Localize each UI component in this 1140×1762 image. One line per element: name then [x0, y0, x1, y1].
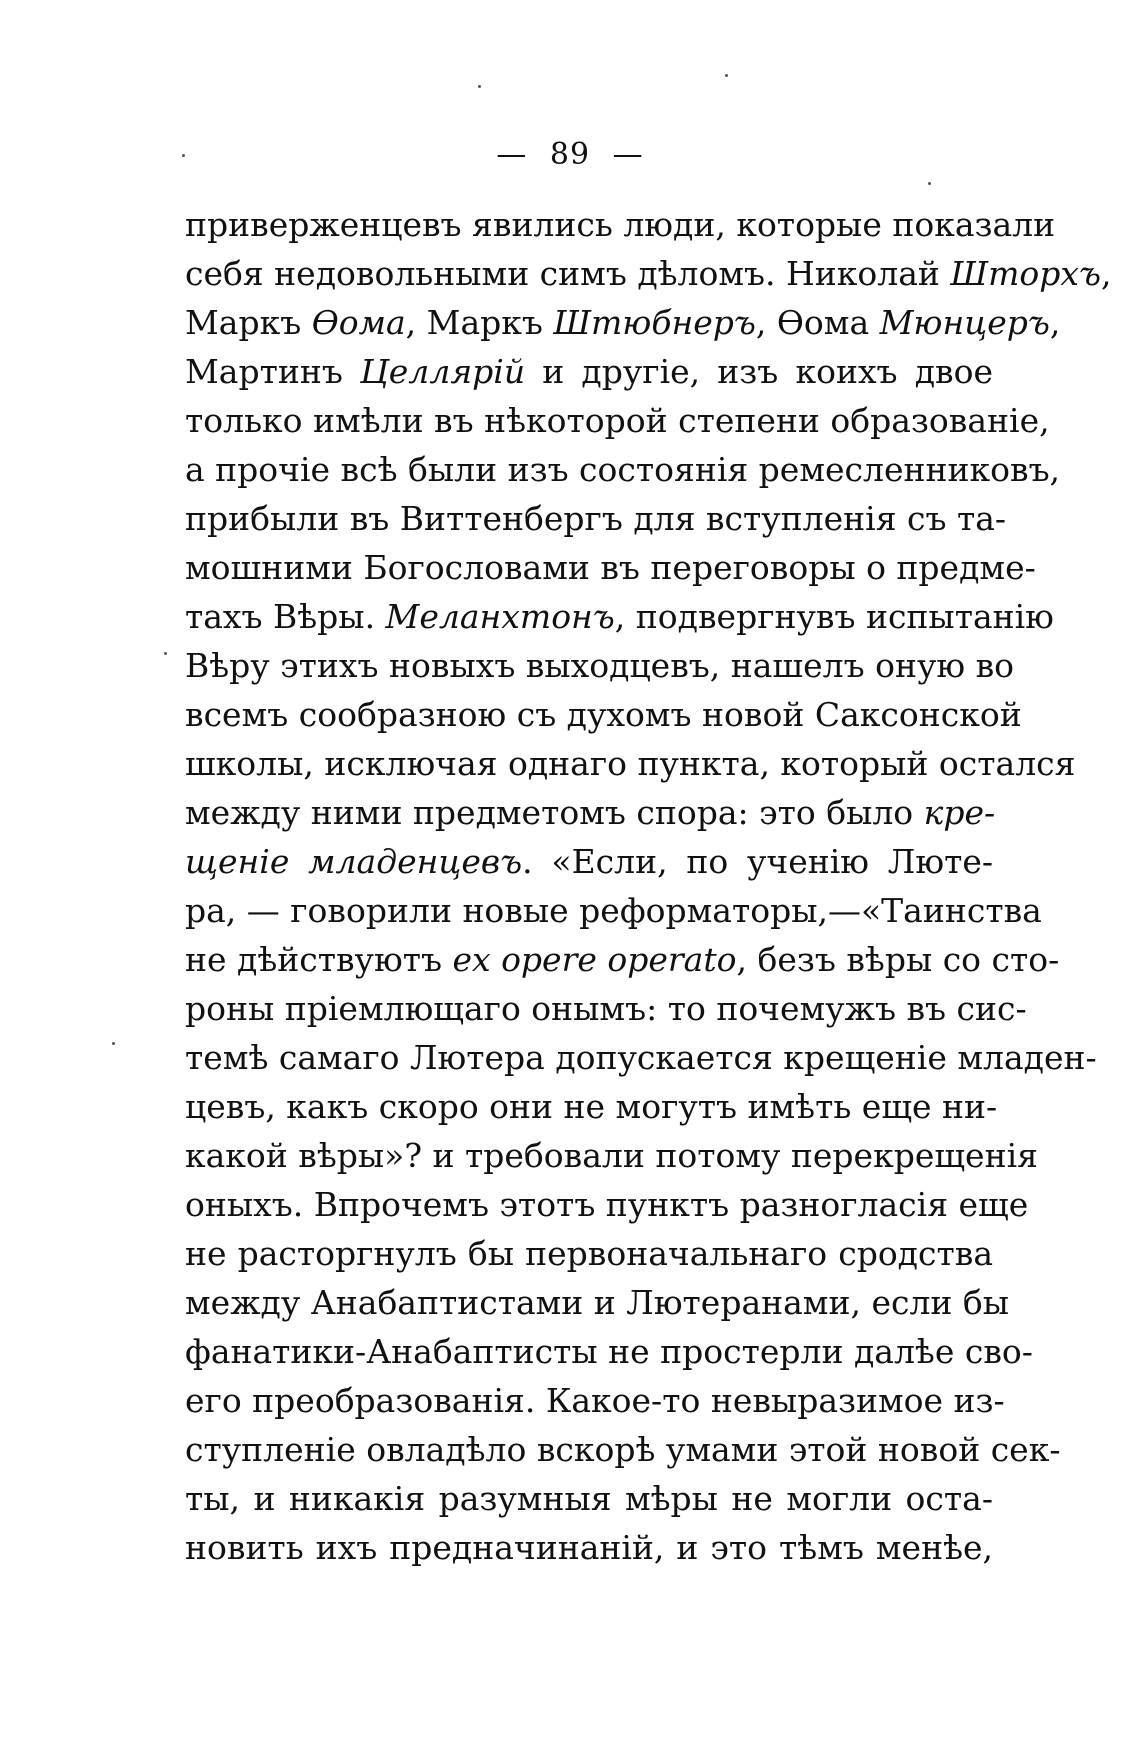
page-number-dash-left: —	[496, 137, 528, 172]
text-line	[185, 641, 1015, 690]
text-line	[185, 837, 993, 886]
italic-name: Мюнцеръ	[879, 303, 1050, 342]
text-segment: ,	[1049, 303, 1061, 342]
text-line	[185, 1278, 1010, 1327]
text-segment: , Ѳома	[755, 303, 880, 342]
italic-name: Ѳома	[311, 303, 406, 342]
text-line	[185, 249, 1112, 298]
italic-name: Меланхтонъ	[385, 597, 615, 636]
text-line	[185, 200, 1056, 249]
text-line	[185, 347, 993, 396]
italic-name: Целлярій	[360, 352, 526, 391]
text-segment: Мартинъ	[185, 352, 360, 391]
italic-name: Шторхъ	[950, 254, 1101, 293]
text-segment: а прочіе всѣ были изъ состоянія ремесленниковъ,	[185, 450, 1061, 489]
text-segment: ты, и никакія разумныя мѣры не могли оста-	[185, 1479, 993, 1518]
scan-speck	[478, 85, 481, 88]
text-line	[185, 1131, 1038, 1180]
text-line	[185, 298, 1061, 347]
text-line	[185, 592, 1054, 641]
italic-name: ex opere operato	[452, 940, 737, 979]
page-number-dash-right: —	[612, 137, 644, 172]
text-line	[185, 690, 1022, 739]
text-line	[185, 494, 1007, 543]
text-segment: не расторгнулъ бы первоначальнаго сродства	[185, 1234, 993, 1273]
text-line	[185, 1474, 993, 1523]
text-segment: оныхъ. Впрочемъ этотъ пунктъ разногласія еще	[185, 1185, 1029, 1224]
text-line	[185, 1082, 998, 1131]
text-segment: между ними предметомъ спора: это было	[185, 793, 924, 832]
page-header	[0, 137, 1140, 172]
text-line	[185, 1523, 993, 1572]
italic-name: Штюбнеръ	[553, 303, 756, 342]
italic-name: кре-	[923, 793, 996, 832]
text-segment: школы, исключая однаго пункта, который остался	[185, 744, 1076, 783]
text-segment: прибыли въ Виттенбергъ для вступленія съ та-	[185, 499, 1007, 538]
text-segment: ра, — говорили новые реформаторы,—«Таинства	[185, 891, 1042, 930]
text-segment: и другіе, изъ коихъ двое	[525, 352, 994, 391]
scan-speck	[928, 182, 931, 185]
scan-speck	[182, 154, 185, 157]
text-segment: тахъ Вѣры.	[185, 597, 386, 636]
text-segment: новить ихъ предначинаній, и это тѣмъ менѣе,	[185, 1528, 993, 1567]
text-segment: только имѣли въ нѣкоторой степени образованіе,	[185, 401, 1050, 440]
text-segment: Маркъ	[185, 303, 312, 342]
text-segment: Вѣру этихъ новыхъ выходцевъ, нашелъ оную во	[185, 646, 1015, 685]
text-line	[185, 1425, 1061, 1474]
text-line	[185, 935, 1060, 984]
text-line	[185, 1229, 993, 1278]
text-segment: его преобразованія. Какое-то невыразимое из-	[185, 1381, 1005, 1420]
text-segment: приверженцевъ явились люди, которые показали	[185, 205, 1056, 244]
text-line	[185, 788, 996, 837]
text-line	[185, 984, 1027, 1033]
text-segment: . «Если, по ученію Люте-	[522, 842, 994, 881]
text-segment: темѣ самаго Лютера допускается крещеніе младен-	[185, 1038, 1097, 1077]
text-line	[185, 1376, 1005, 1425]
italic-name: щеніе младенцевъ	[185, 842, 523, 881]
body-text	[185, 200, 1112, 1572]
text-line	[185, 1033, 1097, 1082]
text-line	[185, 1327, 1033, 1376]
text-segment: между Анабаптистами и Лютеранами, если бы	[185, 1283, 1010, 1322]
text-line	[185, 445, 1061, 494]
text-segment: роны пріемлющаго онымъ: то почемужъ въ сис-	[185, 989, 1027, 1028]
text-segment: , Маркъ	[405, 303, 554, 342]
text-line	[185, 396, 1050, 445]
text-segment: , подвергнувъ испытанію	[614, 597, 1054, 636]
scan-speck	[164, 652, 167, 655]
page-number: 89	[549, 137, 591, 172]
text-line	[185, 1180, 1029, 1229]
text-line	[185, 543, 1036, 592]
text-segment: себя недовольными симъ дѣломъ. Николай	[185, 254, 951, 293]
text-line	[185, 886, 1042, 935]
text-segment: цевъ, какъ скоро они не могутъ имѣть еще ни-	[185, 1087, 998, 1126]
text-segment: ступленіе овладѣло вскорѣ умами этой новой сек-	[185, 1430, 1061, 1469]
scan-speck	[112, 1042, 115, 1045]
text-line	[185, 739, 1076, 788]
text-segment: фанатики-Анабаптисты не простерли далѣе сво-	[185, 1332, 1033, 1371]
text-segment: мошними Богословами въ переговоры о предме-	[185, 548, 1036, 587]
scan-speck	[725, 74, 728, 77]
text-segment: какой вѣры»? и требовали потому перекрещенія	[185, 1136, 1038, 1175]
text-segment: не дѣйствуютъ	[185, 940, 453, 979]
text-segment: всемъ сообразною съ духомъ новой Саксонской	[185, 695, 1022, 734]
text-segment: ,	[1100, 254, 1112, 293]
text-segment: , безъ вѣры со сто-	[736, 940, 1060, 979]
